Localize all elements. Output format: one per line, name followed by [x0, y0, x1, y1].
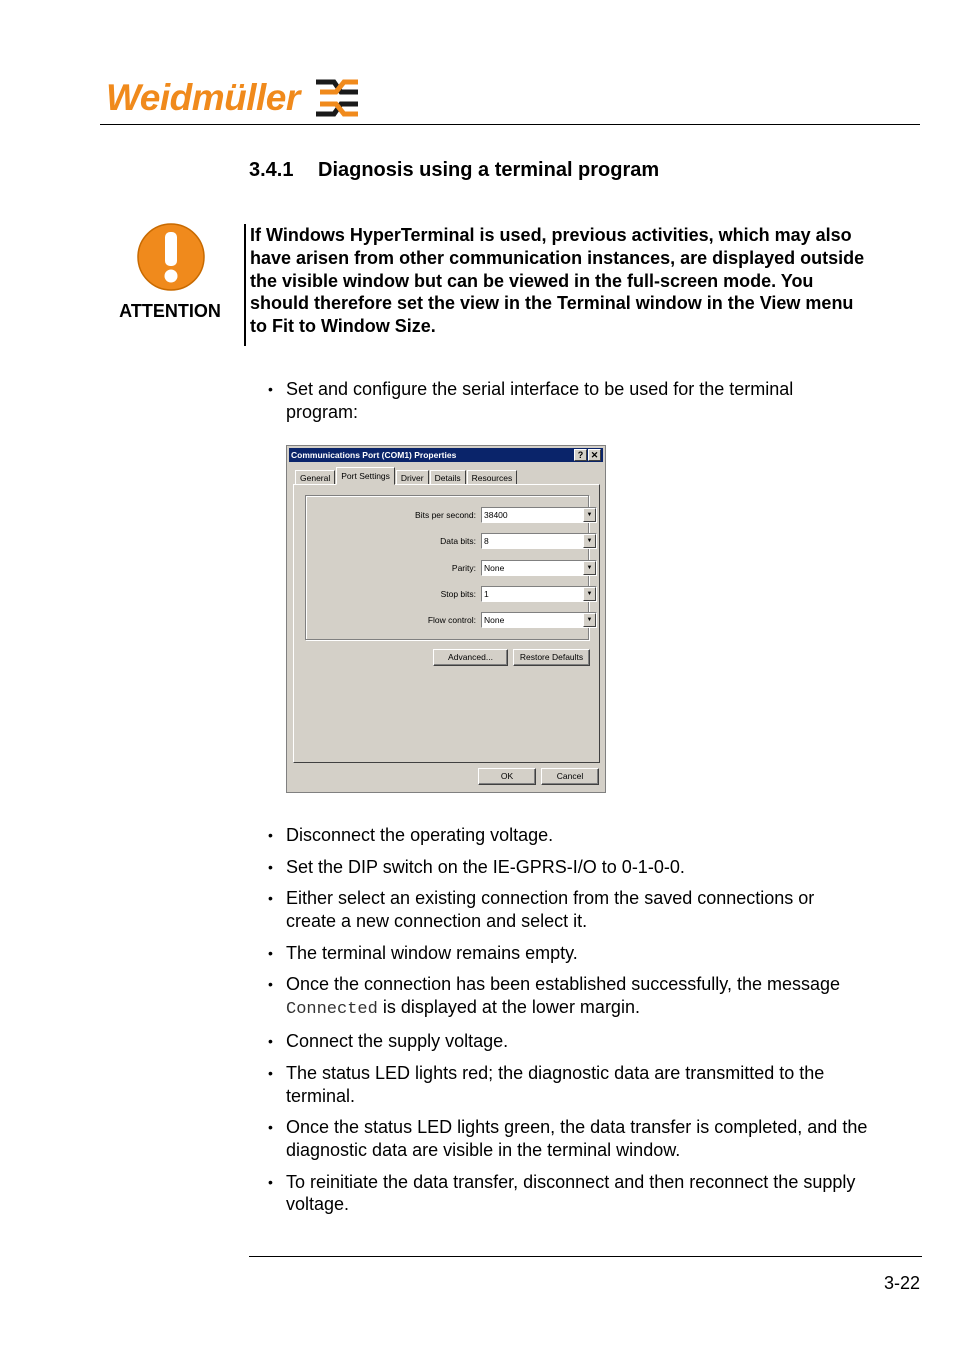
page-number: 3-22 [884, 1273, 921, 1293]
tab-driver[interactable]: Driver [396, 470, 429, 485]
tab-general[interactable]: General [295, 470, 335, 485]
parity-label: Parity: [451, 563, 476, 573]
dialog-tabs [295, 467, 518, 485]
dialog-title: Communications Port (COM1) Properties [291, 450, 457, 460]
chevron-down-icon[interactable]: ▼ [583, 613, 596, 627]
chevron-down-icon[interactable]: ▼ [583, 561, 596, 575]
list-item: • Either select an existing connection from the saved connections or create a new connection and select it. [268, 887, 868, 932]
flow-control-row [306, 612, 596, 628]
list-item: • The status LED lights red; the diagnostic data are transmitted to the terminal. [268, 1062, 868, 1107]
brand-logo [106, 76, 360, 120]
brand-name: Weidmüller [106, 77, 300, 118]
close-icon[interactable]: ✕ [588, 449, 601, 461]
list-item: • Set and configure the serial interface to be used for the terminal program: [268, 378, 868, 423]
section-number: 3.4.1 [249, 159, 294, 181]
bits-per-second-row [306, 507, 596, 523]
list-item: • Once the connection has been established successfully, the message Connected is displayed at the lower margin. [268, 973, 868, 1021]
list-item: • Once the status LED lights green, the data transfer is completed, and the diagnostic data are visible in the terminal window. [268, 1116, 868, 1161]
stop-bits-select[interactable]: 1 ▼ [481, 586, 597, 602]
data-bits-label: Data bits: [440, 536, 476, 546]
footer-divider [249, 1256, 922, 1257]
help-button[interactable]: ? [574, 449, 587, 461]
weidmuller-cross-icon [314, 78, 360, 118]
data-bits-row [306, 533, 596, 549]
list-item: • The terminal window remains empty. [268, 942, 868, 965]
list-item: • To reinitiate the data transfer, disconnect and then reconnect the supply voltage. [268, 1171, 868, 1216]
list-item: • Set the DIP switch on the IE-GPRS-I/O to 0-1-0-0. [268, 856, 868, 879]
tab-resources[interactable]: Resources [467, 470, 518, 485]
attention-label: ATTENTION [119, 301, 221, 321]
stop-bits-row [306, 586, 596, 602]
ok-button[interactable]: OK [478, 768, 536, 785]
attention-text: If Windows HyperTerminal is used, previous activities, which may also have arisen from other communication instances, are displayed outside the visible window but can be viewed in the full-screen mode. You should therefore set the view in the Terminal window in the View menu to Fit to Window Size. [250, 225, 865, 337]
flow-control-label: Flow control: [427, 615, 476, 625]
chevron-down-icon[interactable]: ▼ [583, 587, 596, 601]
advanced-button[interactable]: Advanced... [433, 649, 508, 666]
exclamation-circle-icon [136, 222, 206, 292]
attention-divider [244, 224, 246, 346]
stop-bits-label: Stop bits: [440, 589, 476, 599]
bits-per-second-select[interactable]: 38400 ▼ [481, 507, 597, 523]
parity-row [306, 560, 596, 576]
com-port-properties-dialog [286, 445, 606, 793]
intro-bullet-list [268, 378, 868, 423]
flow-control-select[interactable]: None ▼ [481, 612, 597, 628]
cancel-button[interactable]: Cancel [541, 768, 599, 785]
chevron-down-icon[interactable]: ▼ [583, 508, 596, 522]
header-divider [100, 124, 920, 125]
port-settings-group [305, 495, 593, 640]
connected-message: Connected [286, 999, 378, 1019]
restore-defaults-button[interactable]: Restore Defaults [513, 649, 590, 666]
parity-select[interactable]: None ▼ [481, 560, 597, 576]
steps-bullet-list [268, 824, 868, 1225]
bits-per-second-label: Bits per second: [415, 510, 476, 520]
list-item: • Disconnect the operating voltage. [268, 824, 868, 847]
list-item: • Connect the supply voltage. [268, 1030, 868, 1053]
data-bits-select[interactable]: 8 ▼ [481, 533, 597, 549]
section-heading: Diagnosis using a terminal program [318, 159, 660, 181]
section-title [249, 159, 659, 182]
dialog-titlebar [289, 448, 603, 462]
chevron-down-icon[interactable]: ▼ [583, 534, 596, 548]
tab-details[interactable]: Details [430, 470, 466, 485]
tab-port-settings[interactable]: Port Settings [336, 467, 395, 485]
